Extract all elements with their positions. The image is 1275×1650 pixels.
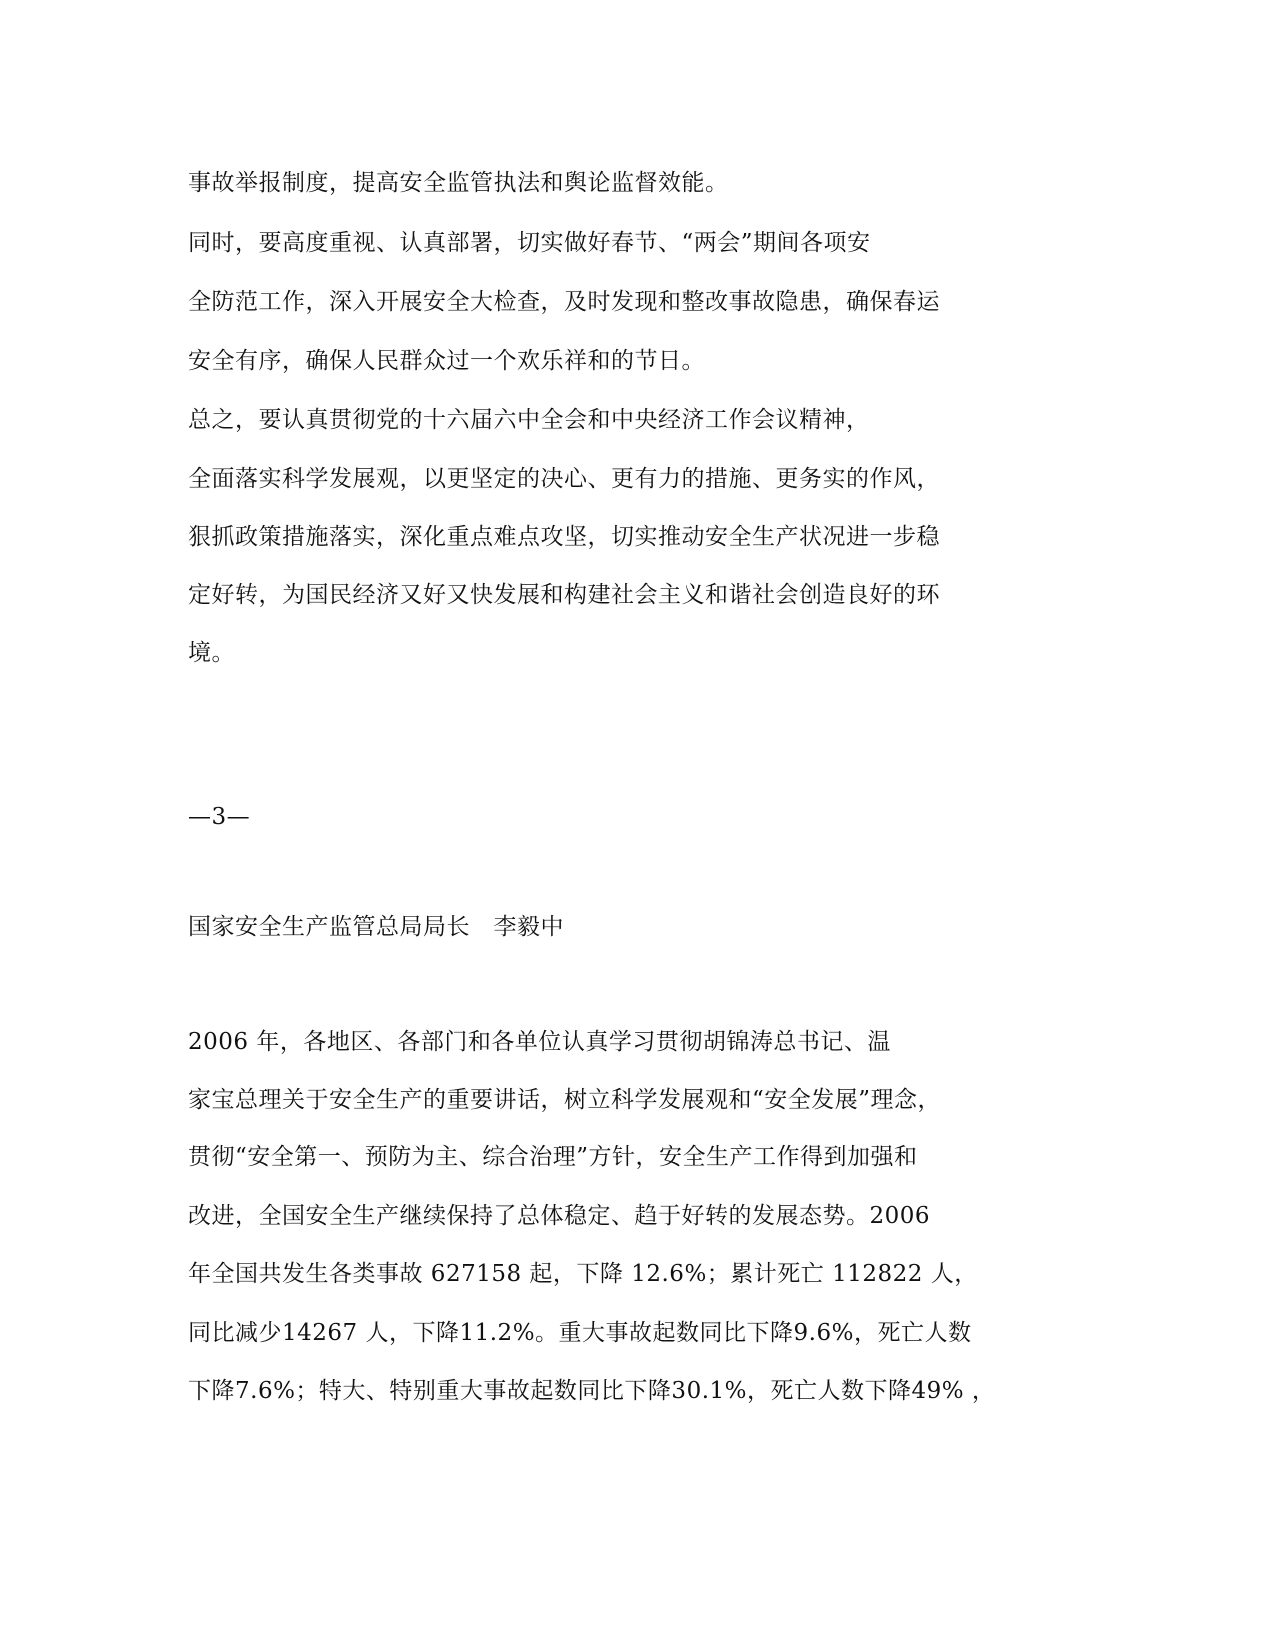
paragraph-line: 境。 (188, 640, 235, 666)
paragraph-line: 同时，要高度重视、认真部署，切实做好春节、“两会”期间各项安 (188, 230, 871, 256)
paragraph-line: 同比减少14267 人，下降11.2%。重大事故起数同比下降9.6%，死亡人数 (188, 1320, 972, 1346)
paragraph-line: 事故举报制度，提高安全监管执法和舆论监督效能。 (188, 170, 729, 196)
paragraph-line: 狠抓政策措施落实，深化重点难点攻坚，切实推动安全生产状况进一步稳 (188, 524, 940, 550)
page-number: —3— (188, 804, 251, 830)
paragraph-line: 改进，全国安全生产继续保持了总体稳定、趋于好转的发展态势。2006 (188, 1203, 931, 1229)
paragraph-line: 2006 年，各地区、各部门和各单位认真学习贯彻胡锦涛总书记、温 (188, 1029, 891, 1055)
author-line: 国家安全生产监管总局局长 李毅中 (188, 914, 564, 940)
paragraph-line: 全防范工作，深入开展安全大检查，及时发现和整改事故隐患，确保春运 (188, 289, 940, 315)
paragraph-line: 年全国共发生各类事故 627158 起，下降 12.6%；累计死亡 112822 人， (188, 1261, 978, 1287)
paragraph-line: 下降7.6%；特大、特别重大事故起数同比下降30.1%，死亡人数下降49% ， (188, 1378, 996, 1404)
paragraph-line: 定好转，为国民经济又好又快发展和构建社会主义和谐社会创造良好的环 (188, 582, 940, 608)
paragraph-line: 总之，要认真贯彻党的十六届六中全会和中央经济工作会议精神， (188, 407, 870, 433)
paragraph-line: 全面落实科学发展观，以更坚定的决心、更有力的措施、更务实的作风， (188, 466, 940, 492)
paragraph-line: 安全有序，确保人民群众过一个欢乐祥和的节日。 (188, 348, 705, 374)
paragraph-line: 家宝总理关于安全生产的重要讲话，树立科学发展观和“安全发展”理念， (188, 1087, 942, 1113)
paragraph-line: 贯彻“安全第一、预防为主、综合治理”方针，安全生产工作得到加强和 (188, 1144, 918, 1170)
